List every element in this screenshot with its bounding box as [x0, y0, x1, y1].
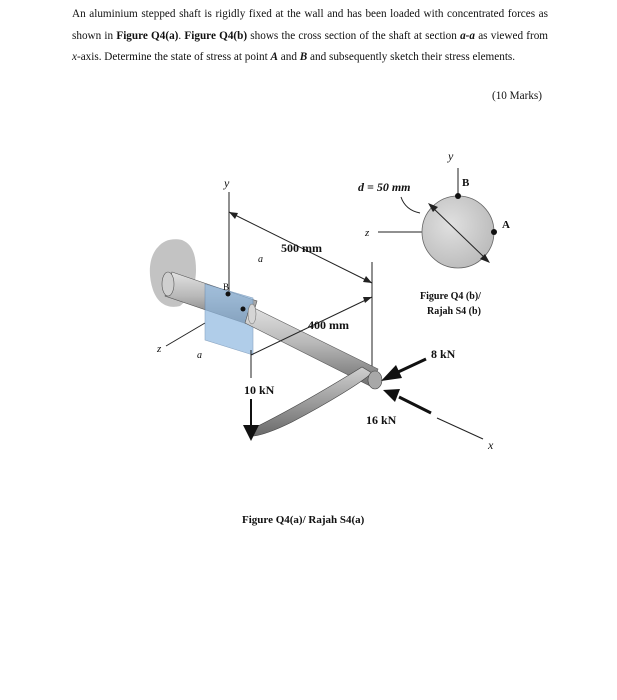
diameter-label: d = 50 mm [358, 180, 411, 194]
figure-q4b [358, 149, 510, 317]
force-8-label: 8 kN [431, 347, 456, 361]
marks-label: (10 Marks) [491, 90, 542, 102]
dim-500-arrow-left [229, 212, 238, 219]
z-axis-label: z [157, 343, 162, 355]
section-y-axis-label: y [448, 149, 454, 163]
axis-label: x [72, 51, 77, 63]
dim-500-arrow-right [363, 276, 372, 283]
crank-arm [250, 367, 372, 436]
force-8-shaft [396, 359, 426, 373]
diameter-leader [401, 197, 420, 213]
section-point-a-label: A [502, 219, 510, 231]
section-z-axis-label: z [365, 227, 370, 239]
figure-a-reference: Figure Q4(a) [116, 29, 179, 42]
question-text: An aluminium stepped shaft is rigidly fixed at the wall and has been loaded with concentrated forces as shown in Figure Q4(a). Figure Q4(b) shows the cross section of the shaft at section a-a as viewed from x-axis. Determine the state of stress at point A and B and subsequently sketch their stress elements. [72, 8, 548, 63]
y-axis-label: y [224, 176, 230, 190]
x-axis-label: x [488, 438, 494, 452]
force-8-arrowhead [381, 365, 402, 381]
point-a-ref: A [270, 51, 278, 63]
figure-b-caption-line2: Rajah S4 (b) [427, 306, 481, 317]
section-point-b-label: B [462, 177, 470, 189]
section-point-b-dot [455, 193, 461, 199]
dim-400-arrow-right [363, 297, 372, 303]
point-b-label: B [223, 282, 230, 292]
figure-a-caption: Figure Q4(a)/ Rajah S4(a) [242, 514, 365, 526]
x-axis-line [437, 418, 483, 439]
section-a-bottom-label: a [197, 350, 202, 361]
section-a-top-label: a [258, 254, 263, 265]
section-point-a-dot [491, 229, 497, 235]
shaft-step-face [248, 304, 256, 324]
z-axis-line [166, 323, 205, 346]
point-b-dot [226, 292, 231, 297]
force-16-label: 16 kN [366, 413, 397, 427]
dim-500-label: 500 mm [281, 241, 322, 255]
dim-400-label: 400 mm [308, 318, 349, 332]
point-a-dot [241, 307, 246, 312]
point-b-ref: B [299, 51, 308, 63]
figure-b-reference: Figure Q4(b) [184, 29, 248, 42]
force-16-arrowhead [383, 389, 400, 402]
figure-b-caption-line1: Figure Q4 (b)/ [420, 291, 481, 302]
section-label: a-a [460, 29, 475, 42]
force-10-label: 10 kN [244, 383, 275, 397]
shaft-end-cap [162, 272, 174, 296]
arm-hub [368, 371, 382, 389]
force-16-shaft [399, 397, 431, 413]
